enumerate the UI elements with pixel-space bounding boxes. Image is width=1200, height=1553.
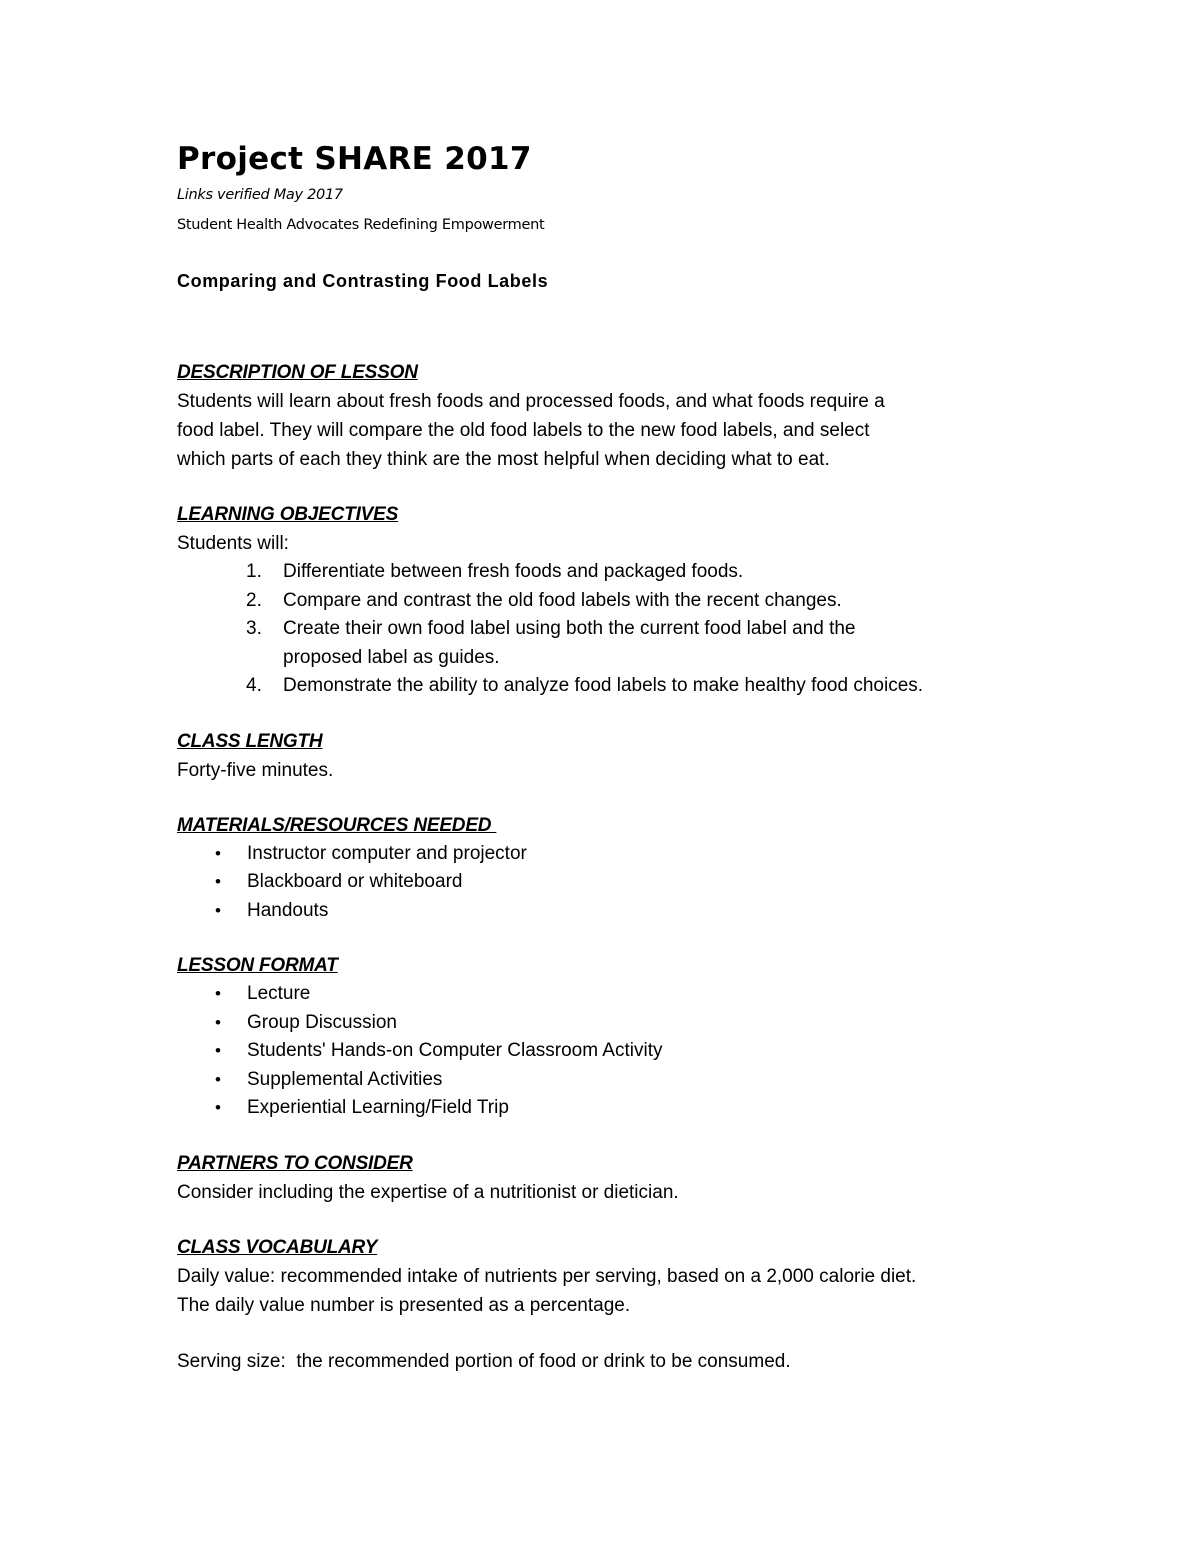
- partners-heading: PARTNERS TO CONSIDER: [177, 1152, 413, 1174]
- objective-text: Differentiate between fresh foods and packaged foods.: [283, 561, 744, 582]
- document-content: [177, 140, 1057, 1376]
- lesson-title: Comparing and Contrasting Food Labels: [177, 271, 549, 291]
- class-length-section: [177, 728, 1057, 785]
- bullet-icon: •: [215, 872, 221, 891]
- objectives-intro: Students will:: [177, 533, 289, 554]
- vocabulary-serving-size: Serving size: the recommended portion of food or drink to be consumed.: [177, 1350, 791, 1372]
- vocabulary-section: [177, 1234, 1057, 1376]
- bullet-icon: •: [215, 843, 221, 863]
- objective-number: 3.: [246, 618, 262, 639]
- list-item: [177, 840, 1057, 869]
- objective-text: Create their own food label using both the current food label and the: [283, 618, 856, 639]
- vocabulary-daily-value: Daily value: recommended intake of nutrients per serving, based on a 2,000 calorie diet.: [177, 1265, 917, 1287]
- materials-section: [177, 812, 1057, 926]
- list-item-text: Blackboard or whiteboard: [247, 871, 463, 892]
- list-item: [177, 980, 1057, 1009]
- description-heading: DESCRIPTION OF LESSON: [177, 362, 418, 383]
- links-verified-note: Links verified May 2017: [177, 187, 343, 203]
- list-item-text: Experiential Learning/Field Trip: [247, 1097, 509, 1118]
- list-item-text: Lecture: [247, 983, 311, 1004]
- format-section: [177, 952, 1057, 1123]
- document-title: Project SHARE 2017: [177, 141, 532, 177]
- description-line: Students will learn about fresh foods and processed foods, and what foods require a: [177, 391, 885, 412]
- objective-item: [177, 558, 1057, 587]
- format-heading: LESSON FORMAT: [177, 955, 338, 976]
- list-item: [177, 1037, 1057, 1066]
- bullet-icon: •: [215, 1069, 221, 1089]
- bullet-icon: •: [215, 1098, 221, 1117]
- objective-item: [177, 672, 1057, 701]
- list-item: [177, 897, 1057, 926]
- description-line: which parts of each they think are the most helpful when deciding what to eat.: [177, 449, 830, 470]
- objective-number: 4.: [246, 675, 262, 696]
- objective-item: [177, 615, 1057, 672]
- vocabulary-daily-value-continued: The daily value number is presented as a percentage.: [177, 1294, 631, 1316]
- class-length-text: Forty-five minutes.: [177, 759, 334, 781]
- list-item: [177, 1066, 1057, 1095]
- objective-text: Compare and contrast the old food labels with the recent changes.: [283, 589, 842, 611]
- description-section: [177, 359, 1057, 474]
- description-line: food label. They will compare the old food labels to the new food labels, and select: [177, 420, 870, 441]
- bullet-icon: •: [215, 984, 221, 1003]
- list-item: [177, 1094, 1057, 1123]
- list-item: [177, 1009, 1057, 1038]
- materials-heading: MATERIALS/RESOURCES NEEDED: [177, 814, 497, 836]
- objectives-list: [177, 558, 1057, 701]
- partners-text: Consider including the expertise of a nutritionist or dietician.: [177, 1181, 679, 1203]
- list-item: [177, 868, 1057, 897]
- bullet-icon: •: [215, 1041, 221, 1060]
- objectives-heading: LEARNING OBJECTIVES: [177, 504, 399, 525]
- objective-text-continued: proposed label as guides.: [283, 646, 500, 668]
- materials-list: [177, 840, 1057, 926]
- list-item-text: Handouts: [247, 899, 329, 921]
- list-item-text: Supplemental Activities: [247, 1068, 443, 1090]
- class-length-heading: CLASS LENGTH: [177, 730, 323, 752]
- bullet-icon: •: [215, 900, 221, 920]
- objective-text: Demonstrate the ability to analyze food labels to make healthy food choices.: [283, 675, 924, 696]
- objectives-section: [177, 501, 1057, 701]
- list-item-text: Students' Hands-on Computer Classroom Activity: [247, 1040, 663, 1061]
- vocabulary-heading: CLASS VOCABULARY: [177, 1236, 378, 1258]
- bullet-icon: •: [215, 1012, 221, 1032]
- list-item-text: Group Discussion: [247, 1011, 397, 1033]
- partners-section: [177, 1150, 1057, 1207]
- objective-item: [177, 587, 1057, 616]
- acronym-expansion: Student Health Advocates Redefining Empowerment: [177, 217, 545, 233]
- format-list: [177, 980, 1057, 1123]
- objective-number: 2.: [246, 589, 262, 611]
- objective-number: 1.: [246, 561, 262, 582]
- list-item-text: Instructor computer and projector: [247, 842, 527, 864]
